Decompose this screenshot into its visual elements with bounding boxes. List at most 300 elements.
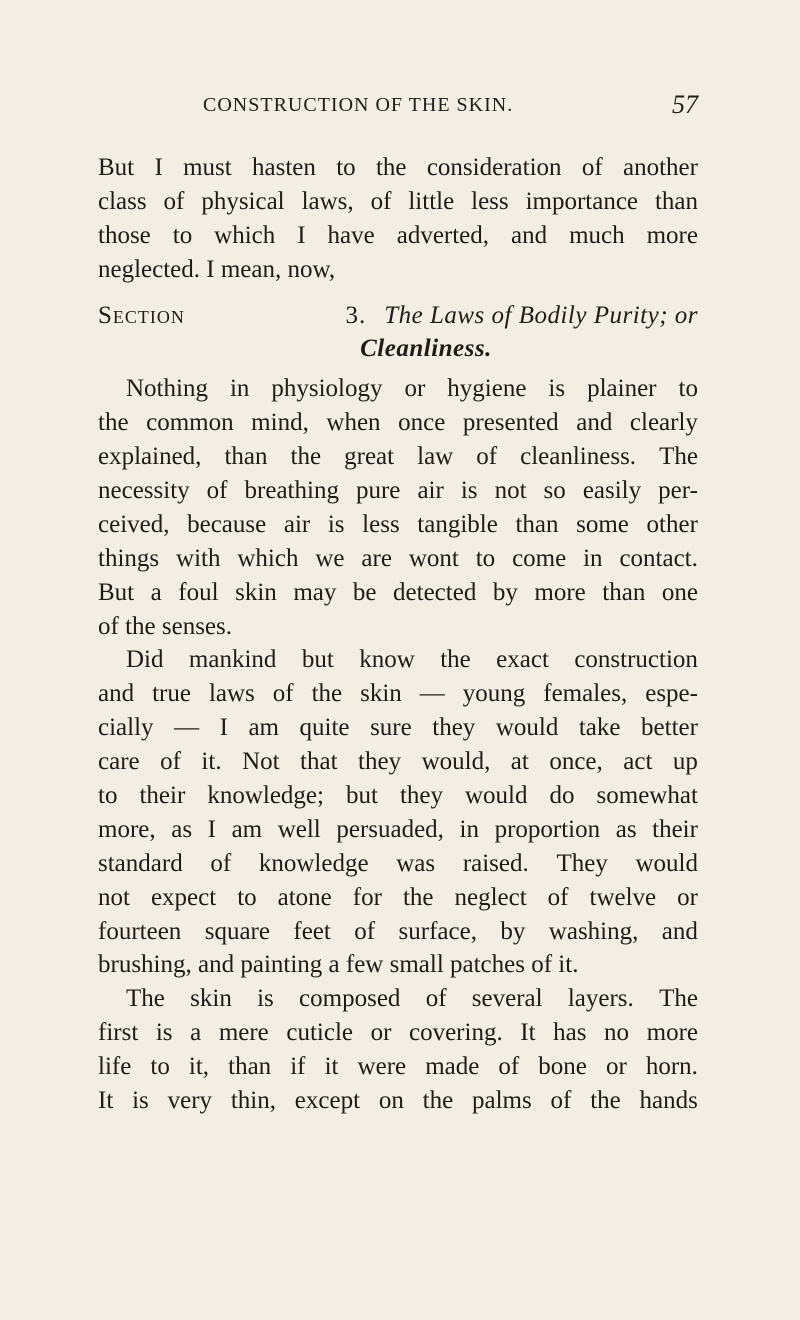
word: to	[237, 883, 257, 911]
word: mere	[218, 1019, 269, 1047]
word: but	[301, 646, 334, 674]
word: I	[207, 815, 216, 843]
word: if	[290, 1053, 306, 1081]
word: They	[556, 849, 608, 877]
word: adverted,	[396, 221, 490, 249]
word: once,	[549, 748, 603, 776]
word: come	[512, 544, 567, 572]
word: as	[171, 815, 193, 843]
word: than	[228, 1053, 272, 1081]
word: fourteen	[98, 917, 182, 945]
word: life	[98, 1053, 132, 1081]
word: care	[98, 748, 140, 776]
text-line	[98, 745, 698, 779]
word: the	[422, 1087, 454, 1115]
word: skin	[360, 680, 402, 708]
text-line	[98, 253, 698, 287]
word: young	[462, 680, 526, 708]
paragraph-first-line	[98, 643, 698, 677]
word: twelve	[589, 883, 657, 911]
word: several	[471, 985, 543, 1013]
word: The	[126, 985, 165, 1013]
text-line	[98, 508, 698, 542]
word: they	[358, 748, 402, 776]
word: Nothing	[126, 375, 208, 403]
word: more	[534, 578, 586, 606]
word: or	[605, 1053, 627, 1081]
word: skin	[235, 578, 277, 606]
word: one	[661, 578, 698, 606]
justified-line	[98, 185, 698, 219]
word: know	[359, 646, 415, 674]
word: knowledge;	[207, 782, 324, 810]
text-line-content	[98, 185, 698, 219]
word: easily	[582, 477, 642, 505]
word: to	[98, 782, 118, 810]
word: surface,	[398, 917, 477, 945]
word: more,	[98, 815, 156, 843]
word: the	[375, 154, 407, 181]
word: is	[132, 1087, 149, 1115]
word: expect	[150, 883, 217, 911]
running-title: CONSTRUCTION OF THE SKIN.	[203, 94, 514, 116]
justified-line	[98, 1050, 698, 1084]
word: in	[583, 544, 603, 572]
word: in	[459, 815, 479, 843]
word: layers.	[567, 985, 634, 1013]
word: as	[615, 815, 637, 843]
word: —	[419, 680, 445, 708]
word: has	[553, 1019, 587, 1047]
word: bone	[538, 1053, 587, 1081]
word: cleanliness.	[520, 443, 637, 471]
word: proportion	[494, 815, 601, 843]
text-line	[98, 474, 698, 508]
word: have	[327, 221, 375, 249]
word: persuaded,	[336, 815, 444, 843]
word: and	[98, 680, 135, 708]
word: well	[277, 815, 321, 843]
text-line-content	[98, 711, 698, 745]
word: may	[293, 578, 337, 606]
word: quite	[299, 714, 350, 742]
word: except	[294, 1087, 361, 1115]
text-line-content	[98, 881, 698, 915]
word: of	[547, 883, 569, 911]
word: mankind	[188, 646, 277, 674]
word: be	[352, 578, 377, 606]
word: to	[172, 221, 193, 249]
text-line-content	[98, 576, 698, 610]
word: It	[520, 1019, 536, 1047]
word: I	[219, 714, 228, 742]
word: than	[654, 187, 698, 215]
word: because	[187, 510, 267, 538]
word: it	[324, 1053, 339, 1081]
text-line	[98, 406, 698, 440]
word: first	[98, 1019, 139, 1047]
word: sure	[370, 714, 412, 742]
word: some	[576, 510, 629, 538]
word: or	[370, 1019, 392, 1047]
word: which	[237, 544, 299, 572]
word: the	[98, 409, 129, 437]
word: —	[174, 714, 200, 742]
justified-line	[98, 711, 698, 745]
word: little	[408, 187, 455, 215]
word: skin	[190, 985, 232, 1013]
word: wont	[408, 544, 459, 572]
word: air	[283, 510, 311, 538]
word: not	[98, 883, 130, 911]
word: are	[361, 544, 392, 572]
text-line-content	[98, 406, 698, 440]
word: mind,	[251, 409, 309, 437]
word: cially	[98, 714, 154, 742]
justified-line	[98, 813, 698, 847]
text-line-content	[98, 474, 698, 508]
text-line-content	[98, 677, 698, 711]
text-line-content: neglected. I mean, now,	[98, 255, 336, 283]
word: take	[578, 714, 621, 742]
word: cuticle	[286, 1019, 353, 1047]
text-line	[98, 915, 698, 949]
text-line-content	[98, 151, 698, 185]
justified-line	[98, 151, 698, 185]
word: palms	[472, 1087, 532, 1115]
word: that	[300, 748, 338, 776]
word: The	[659, 985, 698, 1013]
text-line-content	[98, 915, 698, 949]
word: plainer	[587, 375, 657, 403]
word: females,	[543, 680, 628, 708]
text-line	[98, 576, 698, 610]
word: the	[440, 646, 471, 674]
word: thin,	[230, 1087, 276, 1115]
justified-line	[98, 677, 698, 711]
section-title: The Laws of Bodily Purity; or	[384, 301, 698, 329]
word: exact	[496, 646, 549, 674]
word: neglect	[454, 883, 527, 911]
word: we	[315, 544, 345, 572]
word: other	[646, 510, 698, 538]
word: for	[352, 883, 382, 911]
word: things	[98, 544, 160, 572]
word: not	[494, 477, 527, 505]
section-heading	[98, 299, 698, 367]
word: hygiene	[447, 375, 527, 403]
text-line-content	[98, 1016, 698, 1050]
word: breathing	[244, 477, 339, 505]
text-line-content	[98, 219, 698, 253]
word: common	[146, 409, 234, 437]
justified-line	[98, 406, 698, 440]
text-line-content: of the senses.	[98, 612, 232, 640]
justified-line	[98, 440, 698, 474]
word: am	[248, 714, 279, 742]
word: is	[548, 375, 566, 403]
word: Section	[98, 301, 185, 329]
text-line	[98, 847, 698, 881]
word: pure	[355, 477, 401, 505]
word: were	[357, 1053, 407, 1081]
word: and	[511, 221, 548, 249]
text-line-content	[126, 643, 698, 677]
text-line-content	[98, 779, 698, 813]
word: ceived,	[98, 510, 170, 538]
word: hands	[639, 1087, 698, 1115]
word: laws	[208, 680, 255, 708]
word: horn.	[645, 1053, 698, 1081]
word: or	[404, 375, 426, 403]
word: act	[623, 748, 653, 776]
word: more	[646, 221, 698, 249]
word: the	[590, 1087, 621, 1115]
word: than	[515, 510, 559, 538]
text-line	[98, 779, 698, 813]
text-line	[98, 610, 698, 644]
word: to	[678, 375, 698, 403]
text-line	[98, 542, 698, 576]
word: great	[344, 443, 395, 471]
word: detected	[393, 578, 477, 606]
word: of	[581, 154, 603, 181]
word: the	[290, 443, 322, 471]
word: espe-	[645, 680, 698, 708]
word: of	[210, 849, 232, 877]
word: to	[150, 1053, 170, 1081]
word: so	[543, 477, 566, 505]
word: feet	[293, 917, 331, 945]
text-line	[98, 151, 698, 185]
word: their	[139, 782, 186, 810]
word: of	[354, 917, 376, 945]
justified-line	[98, 508, 698, 542]
word: Did	[126, 646, 164, 674]
word: at	[510, 748, 529, 776]
word: of	[476, 443, 498, 471]
word: it,	[188, 1053, 210, 1081]
word: is	[460, 477, 478, 505]
word: I	[154, 154, 163, 181]
word: the	[402, 883, 434, 911]
paragraph-first-line	[98, 372, 698, 406]
word: covering.	[408, 1019, 503, 1047]
word: which	[214, 221, 276, 249]
word: atone	[277, 883, 332, 911]
word: It	[98, 1087, 114, 1115]
word: would	[465, 782, 528, 810]
word: of	[163, 187, 185, 215]
word: no	[604, 1019, 630, 1047]
text-line-content	[98, 440, 698, 474]
justified-line	[98, 881, 698, 915]
text-line	[98, 440, 698, 474]
justified-line	[98, 474, 698, 508]
word: better	[641, 714, 698, 742]
text-line	[98, 1084, 698, 1118]
text-line-content	[98, 542, 698, 576]
word: construction	[574, 646, 698, 674]
word: or	[677, 883, 698, 911]
word: importance	[525, 187, 639, 215]
justified-line	[98, 219, 698, 253]
word: of	[425, 985, 447, 1013]
word: less	[471, 187, 509, 215]
justified-line	[98, 542, 698, 576]
word: hasten	[252, 154, 316, 181]
justified-line	[98, 915, 698, 949]
word: physiology	[271, 375, 383, 403]
justified-line	[98, 745, 698, 779]
word: somewhat	[596, 782, 698, 810]
text-line	[98, 219, 698, 253]
word: a	[190, 1019, 202, 1047]
text-block	[98, 151, 698, 1118]
word: am	[231, 815, 263, 843]
word: tangible	[417, 510, 498, 538]
word: another	[622, 154, 698, 181]
word: it.	[201, 748, 222, 776]
word: explained,	[98, 443, 202, 471]
justified-line	[126, 982, 698, 1016]
word: is	[257, 985, 274, 1013]
text-line	[98, 881, 698, 915]
justified-line	[98, 847, 698, 881]
text-line-content	[98, 1050, 698, 1084]
word: necessity	[98, 477, 190, 505]
word: class	[98, 187, 147, 215]
word: consideration	[426, 154, 562, 181]
word: made	[425, 1053, 480, 1081]
word: when	[326, 409, 381, 437]
word: in	[229, 375, 250, 403]
section-heading-line	[98, 299, 698, 333]
word: they	[432, 714, 476, 742]
word: presented	[462, 409, 559, 437]
word: than	[602, 578, 646, 606]
word: on	[378, 1087, 404, 1115]
word: they	[399, 782, 443, 810]
paragraph-first-line	[98, 982, 698, 1016]
text-line-content	[98, 813, 698, 847]
word: is	[327, 510, 345, 538]
word: to	[336, 154, 356, 181]
word: Not	[242, 748, 280, 776]
justified-line	[98, 1084, 698, 1118]
word: standard	[98, 849, 183, 877]
word: up	[672, 748, 698, 776]
text-line	[98, 1050, 698, 1084]
justified-line	[98, 299, 366, 333]
text-line	[98, 948, 698, 982]
word: with	[176, 544, 221, 572]
word: physical	[201, 187, 285, 215]
word: of	[498, 1053, 520, 1081]
word: raised.	[462, 849, 529, 877]
text-line	[98, 677, 698, 711]
word: laws,	[301, 187, 354, 215]
word: was	[396, 849, 436, 877]
word: composed	[299, 985, 401, 1013]
word: and	[576, 409, 613, 437]
section-heading-line	[98, 332, 698, 366]
word: must	[183, 154, 232, 181]
word: of	[272, 680, 294, 708]
text-line-content	[98, 1084, 698, 1118]
text-line	[98, 711, 698, 745]
text-line	[98, 813, 698, 847]
running-head	[203, 90, 698, 124]
word: by	[492, 578, 518, 606]
word: of	[160, 748, 181, 776]
word: The	[659, 443, 698, 471]
word: per-	[658, 477, 698, 505]
word: would	[635, 849, 698, 877]
section-title-continued: Cleanliness.	[360, 335, 492, 363]
word: But	[98, 154, 135, 181]
section-label	[98, 299, 366, 333]
text-line-content	[98, 847, 698, 881]
word: than	[224, 443, 268, 471]
word: 3.	[345, 301, 367, 329]
word: less	[362, 510, 400, 538]
text-line-content	[98, 745, 698, 779]
word: clearly	[629, 409, 698, 437]
word: true	[152, 680, 191, 708]
word: by	[500, 917, 526, 945]
word: and	[661, 917, 698, 945]
word: those	[98, 221, 151, 249]
word: would,	[421, 748, 491, 776]
word: of	[370, 187, 392, 215]
word: very	[167, 1087, 213, 1115]
justified-line	[126, 372, 698, 406]
word: I	[297, 221, 306, 249]
text-line	[98, 1016, 698, 1050]
justified-line	[126, 643, 698, 677]
word: law	[417, 443, 454, 471]
word: square	[204, 917, 270, 945]
word: much	[569, 221, 625, 249]
word: do	[549, 782, 575, 810]
word: of	[206, 477, 228, 505]
page-number: 57	[672, 90, 698, 119]
text-line	[98, 185, 698, 219]
text-line-content	[98, 508, 698, 542]
word: would	[495, 714, 559, 742]
word: a	[150, 578, 162, 606]
word: to	[475, 544, 496, 572]
word: their	[652, 815, 698, 843]
word: contact.	[619, 544, 698, 572]
word: the	[311, 680, 343, 708]
text-line-content	[126, 372, 698, 406]
text-line-content	[126, 982, 698, 1016]
justified-line	[98, 779, 698, 813]
word: once	[398, 409, 446, 437]
word: but	[345, 782, 378, 810]
word: But	[98, 578, 135, 606]
word: foul	[178, 578, 219, 606]
justified-line	[98, 1016, 698, 1050]
word: knowledge	[258, 849, 369, 877]
justified-line	[98, 576, 698, 610]
text-line-content: brushing, and painting a few small patches of it.	[98, 951, 579, 979]
word: air	[417, 477, 444, 505]
word: is	[155, 1019, 173, 1047]
word: more	[646, 1019, 698, 1047]
